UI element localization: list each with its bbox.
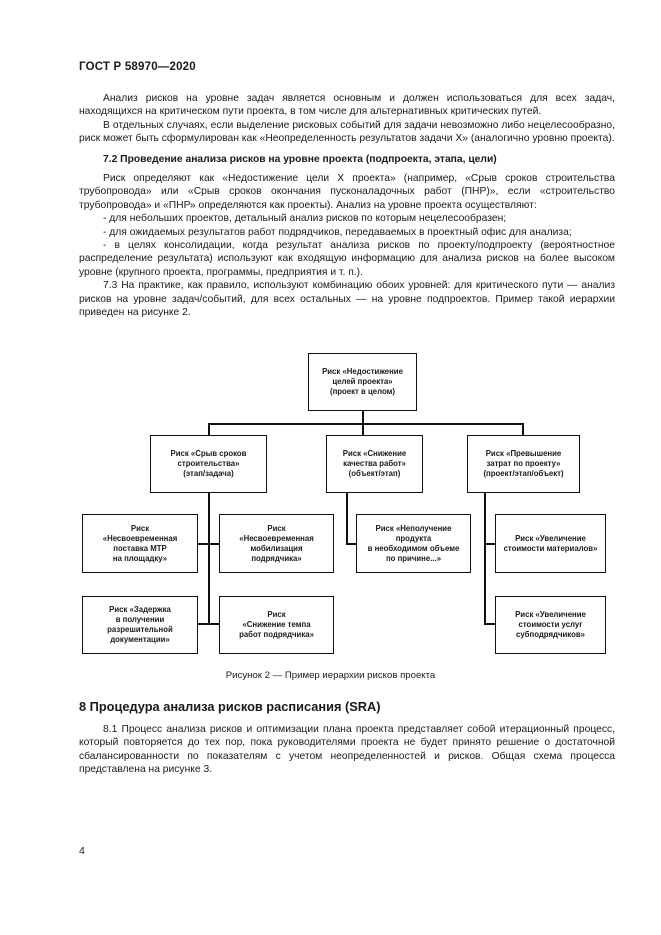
bullet-item: - в целях консолидации, когда результат анализа рисков по проекту/подпроекту (вероятностное распределение результата) используют как входящую информацию для анализа рисков на более высоком уровне (крупного проекта, программы, предприятия и т. п.). — [79, 240, 615, 278]
section-8-text — [79, 723, 615, 777]
document-header: ГОСТ Р 58970—2020 — [79, 61, 196, 73]
leaf-risk-box: Риск «Неполучение продукта в необходимом объеме по причине...» — [356, 514, 471, 573]
connector — [208, 493, 210, 624]
quality-risk-box: Риск «Снижение качества работ» (объект/этап) — [326, 435, 423, 493]
connector — [346, 493, 348, 545]
leaf-risk-box: Риск «Несвоевременная поставка МТР на площадку» — [82, 514, 198, 573]
leaf-risk-box: Риск «Увеличение стоимости услуг субподрядчиков» — [495, 596, 606, 654]
connector — [208, 623, 219, 625]
leaf-risk-box: Риск «Снижение темпа работ подрядчика» — [219, 596, 334, 654]
section-7-3-paragraph: 7.3 На практике, как правило, используют комбинацию обоих уровней: для критического пути — анализ рисков на уровне задач/событий, для всех остальных — на уровне подпроектов. Пример такой иерархии приведен на рисунке 2. — [79, 280, 615, 319]
leaf-risk-box: Риск «Увеличение стоимости материалов» — [495, 514, 606, 573]
connector — [484, 543, 495, 545]
cost-risk-box: Риск «Превышение затрат по проекту» (проект/этап/объект) — [467, 435, 580, 493]
connector — [484, 623, 495, 625]
bullet-item: - для небольших проектов, детальный анализ рисков по которым нецелесообразен; — [103, 213, 507, 225]
page-number: 4 — [79, 845, 85, 857]
section-7-2-heading: 7.2 Проведение анализа рисков на уровне проекта (подпроекта, этапа, цели) — [103, 153, 497, 165]
bullet-item: - для ожидаемых результатов работ подрядчиков, передаваемых в проектный офис для анализа; — [103, 226, 572, 238]
leaf-risk-box: Риск «Несвоевременная мобилизация подрядчика» — [219, 514, 334, 573]
connector — [208, 423, 523, 425]
root-risk-box: Риск «Недостижение целей проекта» (проект в целом) — [308, 353, 417, 411]
connector — [346, 543, 356, 545]
connector — [208, 423, 210, 435]
intro-paragraph-2: В отдельных случаях, если выделение рисковых событий для задачи невозможно либо нецелесообразно, риск может быть сформулирован как «Неопределенность результатов задачи X» (аналогично уровню проекта). — [79, 119, 615, 145]
connector — [484, 493, 486, 624]
section-8-heading: 8 Процедура анализа рисков расписания (SRA) — [79, 699, 381, 714]
schedule-risk-box: Риск «Срыв сроков строительства» (этап/задача) — [150, 435, 267, 493]
connector — [208, 543, 219, 545]
connector — [198, 543, 209, 545]
section-7-2-paragraph: Риск определяют как «Недостижение цели X проекта» (например, «Срыв сроков строительства трубопровода» или «Срыв сроков окончания пусконаладочных работ (ПНР)», если «строительство трубопровода» и «ПНР» определяются как проекты). Анализ на уровне проекта осуществляют: — [79, 173, 615, 211]
connector — [362, 423, 364, 435]
figure-caption: Рисунок 2 — Пример иерархии рисков проекта — [225, 670, 436, 681]
connector — [198, 623, 209, 625]
section-8-paragraph: 8.1 Процесс анализа рисков и оптимизации плана проекта представляет собой итерационный процесс, который повторяется до тех пор, пока руководителями проекта не будет принято решение о достаточной сбалансированности по показателям с учетом неопределенностей и рисков. Общая схема процесса представлена на рисунке 3. — [79, 724, 615, 776]
connector — [522, 423, 524, 435]
leaf-risk-box: Риск «Задержка в получении разрешительной документации» — [82, 596, 198, 654]
intro-paragraph-1: Анализ рисков на уровне задач является основным и должен использоваться для всех задач, находящихся на критическом пути проекта, в том числе для альтернативных критических путей. — [79, 93, 615, 118]
